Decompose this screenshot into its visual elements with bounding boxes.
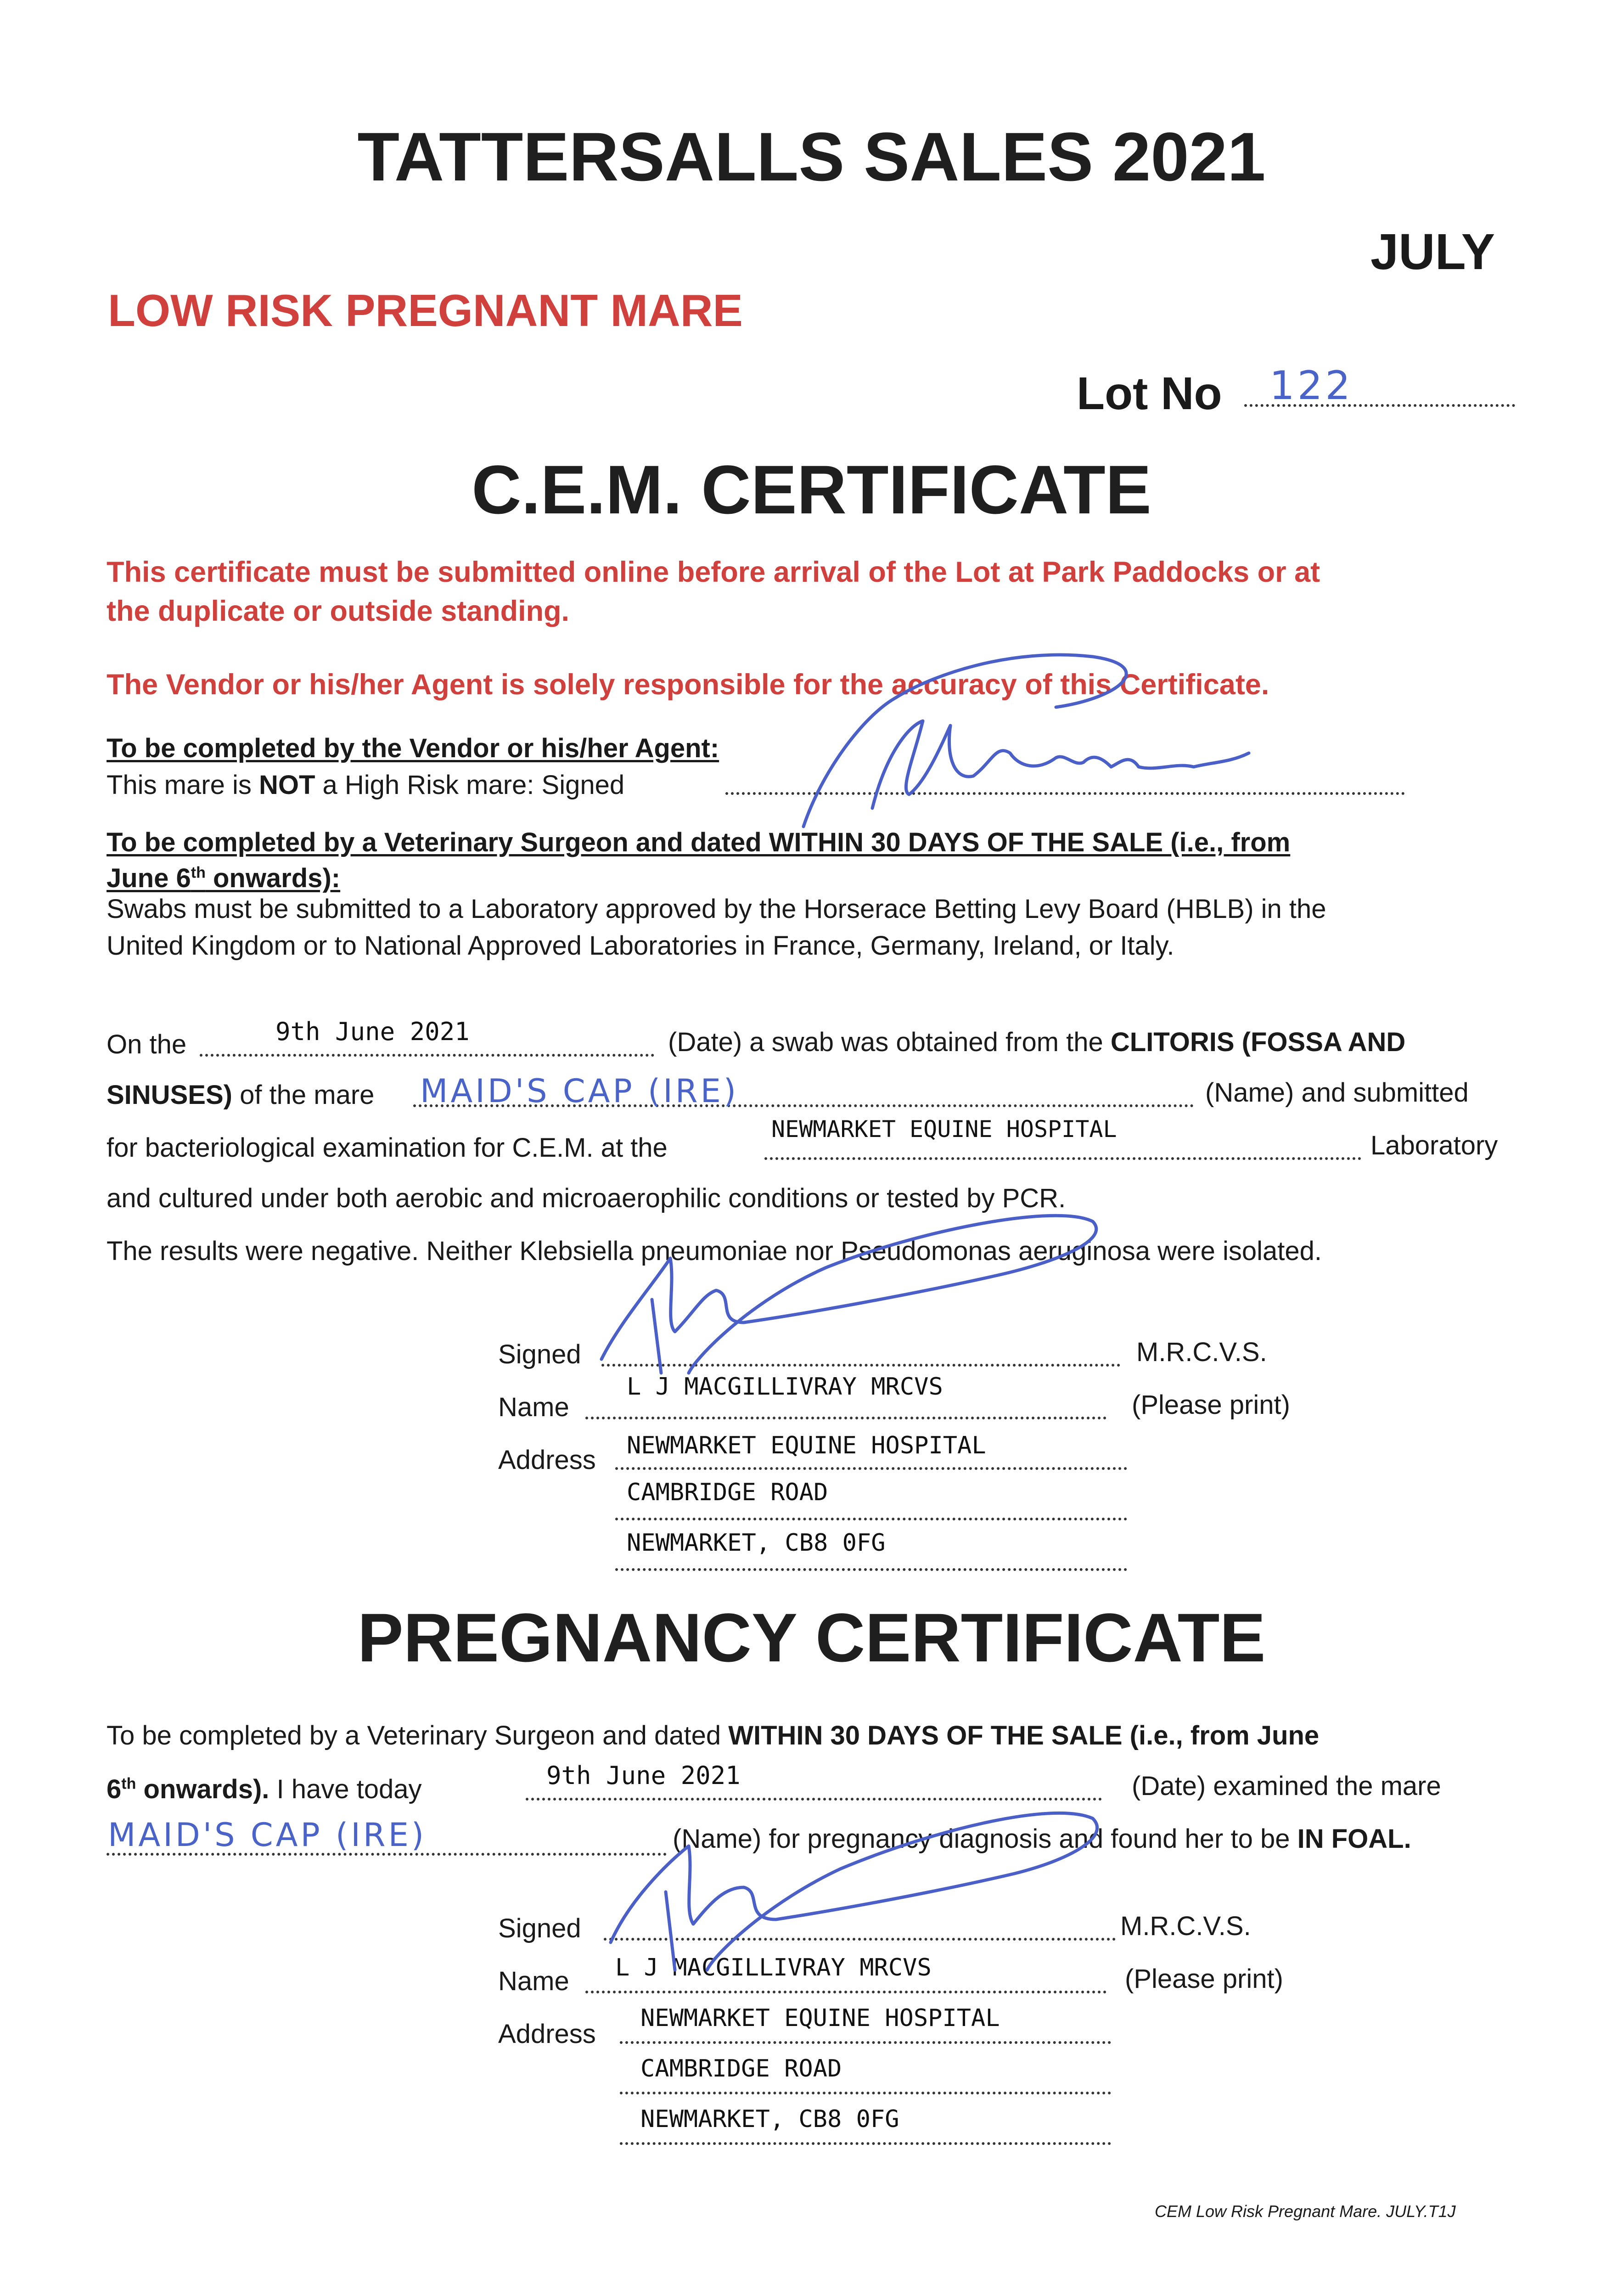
preg-mare-name: MAID'S CAP (IRE) — [108, 1816, 427, 1854]
sinuses-label: SINUSES) — [107, 1080, 232, 1110]
cem-name-label: Name — [498, 1392, 569, 1422]
cem-certificate-title: C.E.M. CERTIFICATE — [472, 451, 1151, 528]
preg-name-label: Name — [498, 1966, 569, 1996]
preg-line1-a: To be completed by a Veterinary Surgeon and dated — [107, 1721, 729, 1750]
cem-vet-name: L J MACGILLIVRAY MRCVS — [627, 1373, 943, 1401]
cultured-text: and cultured under both aerobic and microaerophilic conditions or tested by PCR. — [107, 1183, 1066, 1213]
sale-month: JULY — [1370, 224, 1495, 280]
preg-address-label: Address — [498, 2019, 596, 2049]
cem-please-print: (Please print) — [1132, 1390, 1290, 1420]
risk-label: LOW RISK PREGNANT MARE — [108, 285, 743, 336]
swab-date: 9th June 2021 — [275, 1017, 470, 1046]
cem-mrcvs: M.R.C.V.S. — [1136, 1337, 1267, 1367]
swabs-text-line1: Swabs must be submitted to a Laboratory approved by the Horserace Betting Levy Board (HBLB) in the — [107, 894, 1326, 924]
exam-date: 9th June 2021 — [546, 1761, 741, 1790]
cem-address-2: CAMBRIDGE ROAD — [627, 1479, 828, 1506]
swab-date-suffix — [668, 1026, 1405, 1058]
cem-mare-name: MAID'S CAP (IRE) — [420, 1072, 739, 1110]
lot-number: 122 — [1269, 363, 1353, 409]
cem-address-label: Address — [498, 1445, 596, 1475]
submission-warning-line1: This certificate must be submitted online before arrival of the Lot at Park Paddocks or at — [107, 556, 1320, 588]
sinuses-line — [107, 1079, 374, 1111]
preg-line2-six: 6 — [107, 1774, 122, 1804]
preg-line2-today: I have today — [269, 1774, 422, 1804]
page-title: TATTERSALLS SALES 2021 — [357, 118, 1266, 195]
preg-address-line1 — [620, 2041, 1111, 2044]
preg-please-print: (Please print) — [1125, 1964, 1283, 1994]
preg-mrcvs: M.R.C.V.S. — [1120, 1911, 1251, 1941]
vendor-signature-line — [725, 792, 1405, 795]
lab-name-line — [764, 1157, 1361, 1160]
preg-signed-label: Signed — [498, 1913, 581, 1943]
lot-label: Lot No — [1077, 368, 1222, 419]
preg-line3 — [673, 1823, 1411, 1855]
cem-address-1: NEWMARKET EQUINE HOSPITAL — [627, 1432, 986, 1459]
preg-line2-suffix: (Date) examined the mare — [1132, 1771, 1441, 1801]
form-code: CEM Low Risk Pregnant Mare. JULY.T1J — [1155, 2202, 1456, 2221]
cem-address-line1 — [615, 1467, 1127, 1470]
preg-name-line — [585, 1991, 1106, 1993]
cem-signed-label: Signed — [498, 1339, 581, 1369]
preg-vet-name: L J MACGILLIVRAY MRCVS — [615, 1954, 932, 1981]
preg-address-3: NEWMARKET, CB8 0FG — [640, 2105, 899, 2133]
lab-name: NEWMARKET EQUINE HOSPITAL — [771, 1116, 1117, 1142]
vet-heading-sup: th — [191, 864, 206, 882]
vendor-statement-pre: This mare is — [107, 770, 259, 800]
cem-signed-line — [601, 1364, 1120, 1367]
vendor-statement-not: NOT — [258, 770, 315, 800]
preg-line2-sup: th — [121, 1775, 136, 1793]
preg-address-2: CAMBRIDGE ROAD — [640, 2055, 842, 2082]
swab-site: CLITORIS (FOSSA AND — [1110, 1027, 1406, 1057]
name-submitted-suffix: (Name) and submitted — [1205, 1078, 1469, 1108]
of-the-mare: of the mare — [232, 1080, 375, 1110]
submission-warning-line2: the duplicate or outside standing. — [107, 595, 570, 627]
exam-date-line — [526, 1798, 1102, 1801]
preg-line1 — [107, 1720, 1319, 1752]
vendor-statement — [107, 769, 624, 801]
preg-address-line3 — [620, 2142, 1111, 2145]
vet-heading-onwards: onwards): — [205, 863, 341, 893]
cem-address-line3 — [615, 1568, 1127, 1571]
cem-name-line — [585, 1417, 1106, 1419]
on-the-label: On the — [107, 1030, 187, 1059]
swab-date-line — [200, 1054, 654, 1057]
lab-suffix: Laboratory — [1370, 1131, 1498, 1160]
in-foal-result: IN FOAL. — [1297, 1824, 1411, 1854]
responsibility-notice: The Vendor or his/her Agent is solely responsible for the accuracy of this Certificate. — [107, 669, 1269, 701]
vet-section-heading-line1: To be completed by a Veterinary Surgeon and dated WITHIN 30 DAYS OF THE SALE (i.e., from — [107, 827, 1291, 857]
pregnancy-certificate-title: PREGNANCY CERTIFICATE — [357, 1599, 1266, 1676]
vendor-section-heading: To be completed by the Vendor or his/her Agent: — [107, 733, 719, 763]
preg-signed-line — [604, 1938, 1116, 1941]
lab-prefix: for bacteriological examination for C.E.M. at the — [107, 1133, 668, 1163]
preg-line3-a: (Name) for pregnancy diagnosis and found her to be — [673, 1824, 1297, 1854]
cem-address-3: NEWMARKET, CB8 0FG — [627, 1529, 886, 1557]
swab-date-suffix-a: (Date) a swab was obtained from the — [668, 1027, 1111, 1057]
cem-address-line2 — [615, 1518, 1127, 1520]
swabs-text-line2: United Kingdom or to National Approved Laboratories in France, Germany, Ireland, or Italy. — [107, 931, 1174, 961]
vet-heading-june: June 6 — [107, 863, 191, 893]
preg-address-1: NEWMARKET EQUINE HOSPITAL — [640, 2004, 1000, 2032]
preg-address-line2 — [620, 2092, 1111, 2094]
vendor-statement-post: a High Risk mare: Signed — [315, 770, 625, 800]
preg-line2-onwards: onwards). — [136, 1774, 270, 1804]
vet-section-heading-line2 — [107, 862, 340, 895]
preg-line1-b: WITHIN 30 DAYS OF THE SALE (i.e., from June — [728, 1721, 1320, 1750]
results-text: The results were negative. Neither Klebsiella pneumoniae nor Pseudomonas aeruginosa were isolated. — [107, 1236, 1322, 1266]
preg-line2 — [107, 1773, 422, 1806]
